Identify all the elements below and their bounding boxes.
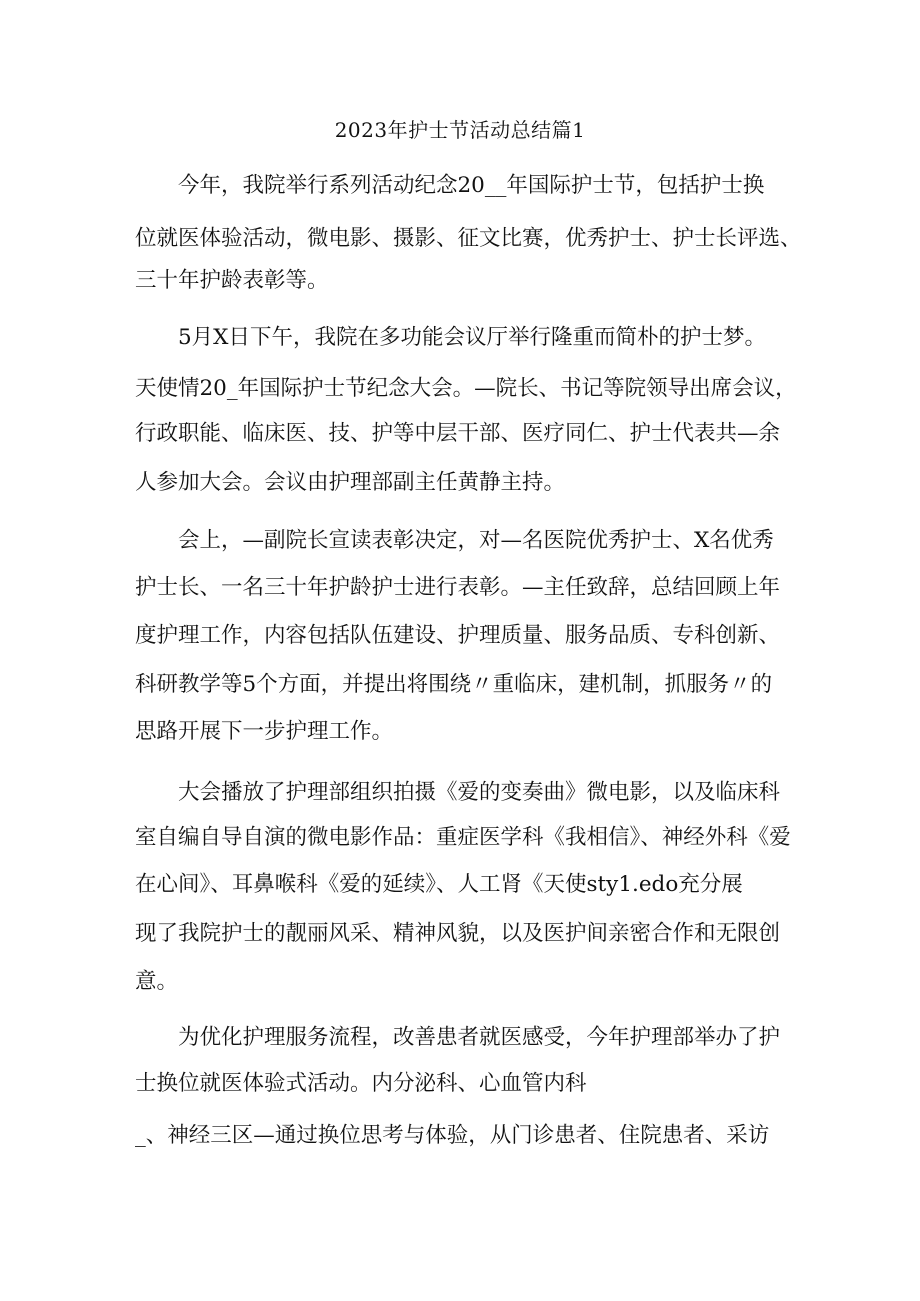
paragraph-4-line-2: 室自编自导自演的微电影作品：重症医学科《我相信》、神经外科《爱: [135, 825, 791, 850]
paragraph-2-line-1: 5月X日下午，我院在多功能会议厅举行隆重而简朴的护士梦。: [178, 325, 766, 350]
paragraph-3-line-1: 会上，—副院长宣读表彰决定，对—名医院优秀护士、X名优秀: [178, 528, 774, 553]
paragraph-5-line-1: 为优化护理服务流程，改善患者就医感受，今年护理部举办了护: [178, 1025, 781, 1050]
paragraph-4-line-4: 现了我院护士的靓丽风采、精神风貌，以及医护间亲密合作和无限创: [135, 921, 781, 946]
paragraph-2-line-4: 人参加大会。会议由护理部副主任黄静主持。: [135, 470, 566, 495]
paragraph-1-line-2: 位就医体验活动，微电影、摄影、征文比赛，优秀护士、护士长评选、: [135, 226, 802, 251]
paragraph-3-line-4: 科研教学等5个方面，并提出将围绕〃重临床，建机制，抓服务〃的: [135, 672, 773, 697]
paragraph-3-line-5: 思路开展下一步护理工作。: [135, 719, 394, 744]
paragraph-3-line-2: 护士长、一名三十年护龄护士进行表彰。—主任致辞，总结回顾上年: [135, 575, 781, 600]
paragraph-4-line-5: 意。: [135, 969, 179, 994]
paragraph-2-line-3: 行政职能、临床医、技、护等中层干部、医疗同仁、护士代表共—余: [135, 421, 781, 446]
paragraph-5-line-2: 士换位就医体验式活动。内分泌科、心血管内科: [135, 1071, 587, 1096]
paragraph-1-line-3: 三十年护龄表彰等。: [135, 268, 329, 293]
document-title: 2023年护士节活动总结篇1: [334, 118, 586, 142]
paragraph-4-line-1: 大会播放了护理部组织拍摄《爱的变奏曲》微电影，以及临床科: [178, 780, 781, 805]
paragraph-4-line-3: 在心间》、耳鼻喉科《爱的延续》、人工肾《天使sty1.edo充分展: [135, 872, 743, 897]
paragraph-2-line-2: 天使情20_年国际护士节纪念大会。—院长、书记等院领导出席会议，: [135, 376, 797, 401]
paragraph-1-line-1: 今年，我院举行系列活动纪念20__年国际护士节，包括护士换: [178, 173, 765, 198]
paragraph-5-line-3: _、神经三区—通过换位思考与体验，从门诊患者、住院患者、采访: [135, 1123, 770, 1148]
paragraph-3-line-3: 度护理工作，内容包括队伍建设、护理质量、服务品质、专科创新、: [135, 623, 781, 648]
